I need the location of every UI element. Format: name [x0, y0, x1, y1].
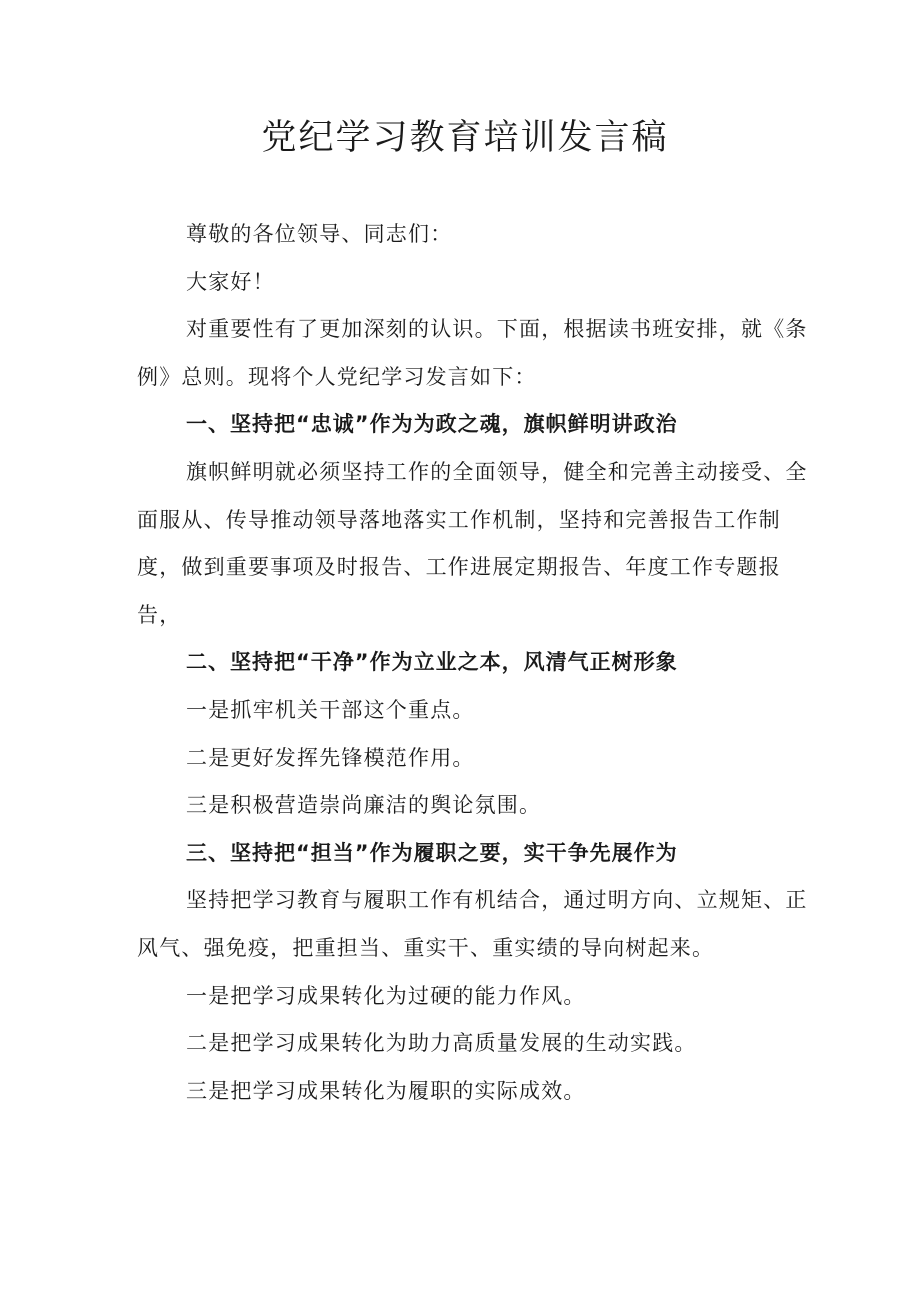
greeting: 大家好！: [186, 269, 275, 294]
section-heading-1: 一、坚持把“忠诚”作为为政之魂，旗帜鲜明讲政治: [186, 412, 678, 437]
document-title: 党纪学习教育培训发言稿: [261, 118, 669, 158]
intro-paragraph: 对重要性有了更加深刻的认识。下面，根据读书班安排，就《条例》总则。现将个人党纪学习发言如下：: [137, 317, 808, 389]
section-2-item-2: 二是更好发挥先锋模范作用。: [186, 745, 475, 770]
section-3-item-2: 二是把学习成果转化为助力高质量发展的生动实践。: [186, 1031, 697, 1056]
section-heading-2: 二、坚持把“干净”作为立业之本，风清气正树形象: [186, 650, 678, 675]
section-3-paragraph: 坚持把学习教育与履职工作有机结合，通过明方向、立规矩、正风气、强免疫，把重担当、重实干、重实绩的导向树起来。: [137, 888, 808, 960]
section-2-item-1: 一是抓牢机关干部这个重点。: [186, 697, 475, 722]
section-2-item-3: 三是积极营造崇尚廉洁的舆论氛围。: [186, 793, 542, 818]
section-1-paragraph: 旗帜鲜明就必须坚持工作的全面领导，健全和完善主动接受、全面服从、传导推动领导落地落实工作机制，坚持和完善报告工作制度，做到重要事项及时报告、工作进展定期报告、年度工作专题报告，: [137, 459, 808, 627]
section-3-item-3: 三是把学习成果转化为履职的实际成效。: [186, 1078, 586, 1103]
section-3-item-1: 一是把学习成果转化为过硬的能力作风。: [186, 983, 586, 1008]
document-body: [137, 211, 817, 1115]
section-heading-3: 三、坚持把“担当”作为履职之要，实干争先展作为: [186, 840, 678, 865]
salutation: 尊敬的各位领导、同志们：: [186, 222, 453, 246]
